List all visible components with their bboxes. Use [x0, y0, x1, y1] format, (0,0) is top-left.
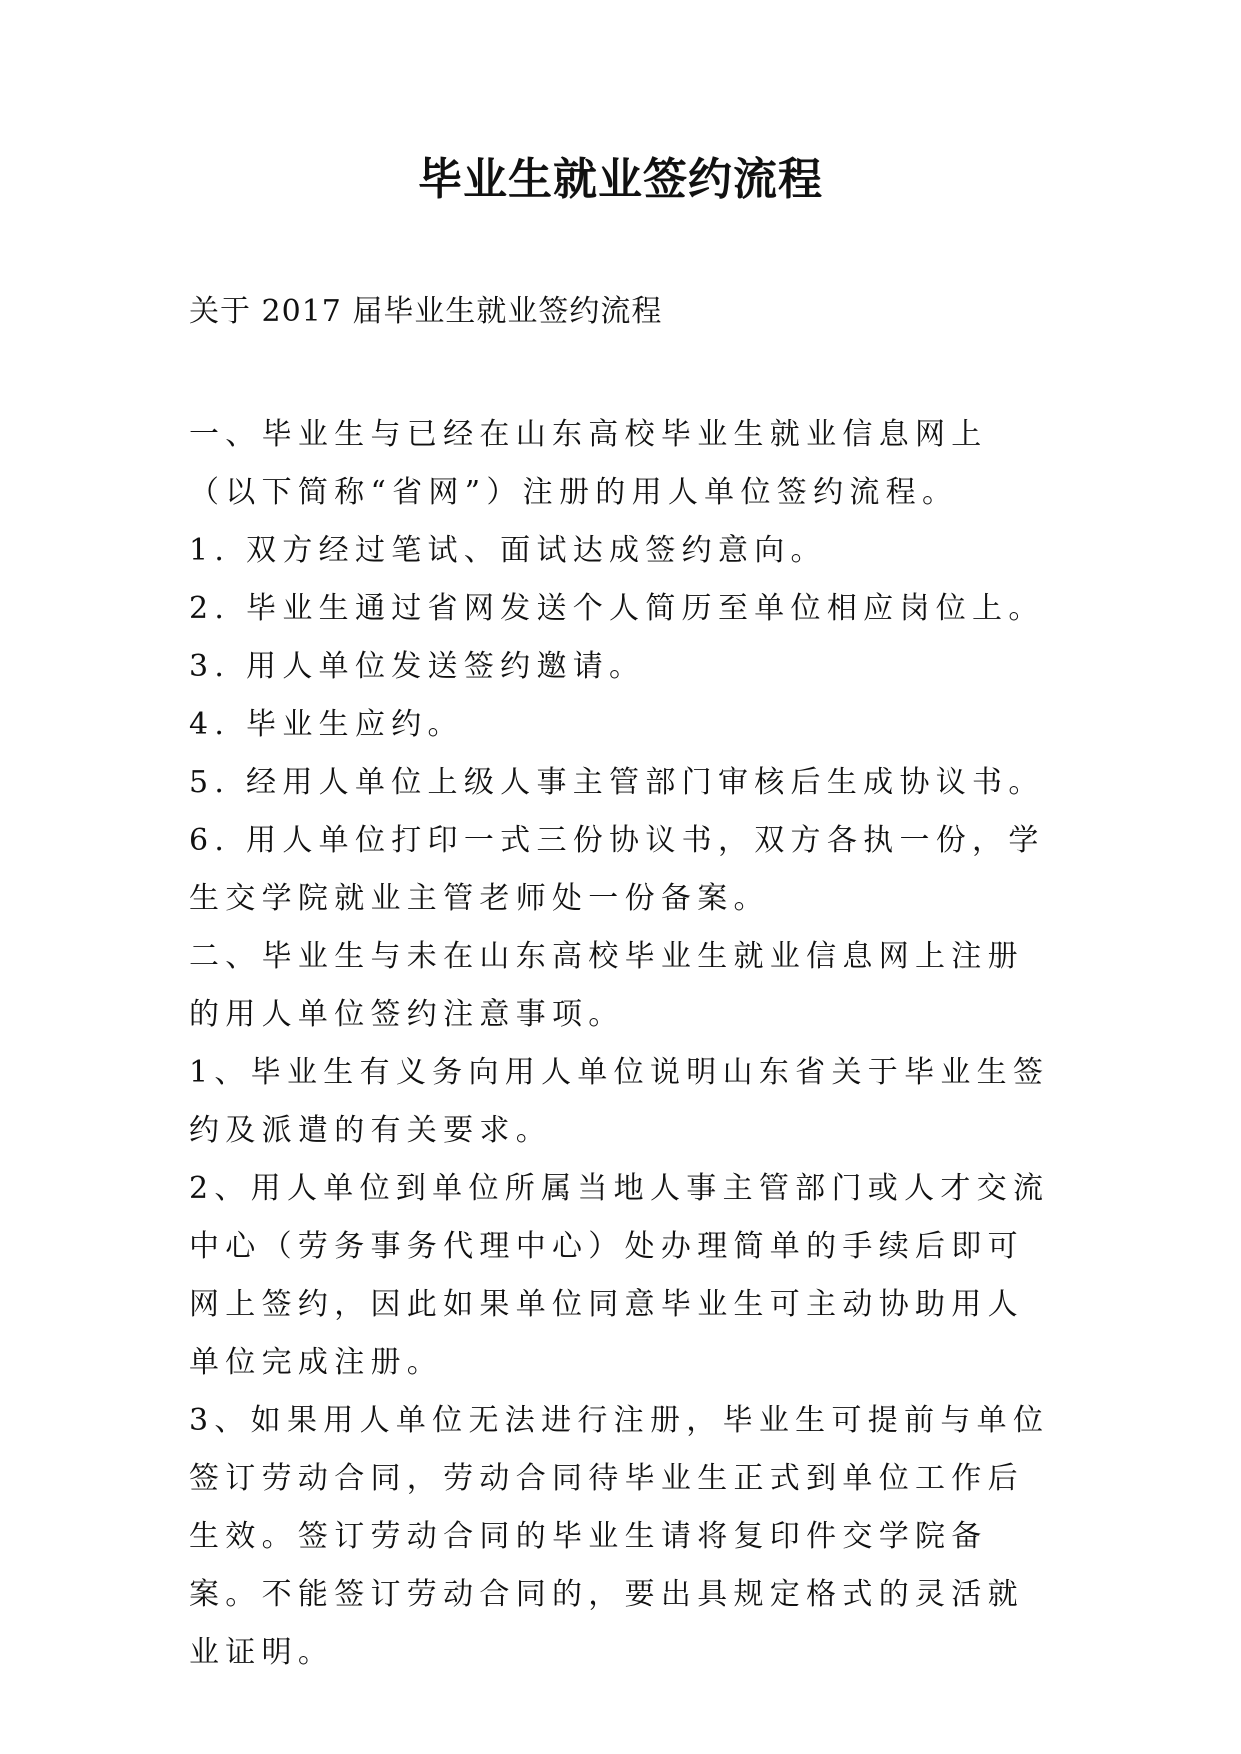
step-6: 6. 用人单位打印一式三份协议书，双方各执一份，学生交学院就业主管老师处一份备案。	[189, 823, 1045, 916]
step-3: 3. 用人单位发送签约邀请。	[189, 649, 646, 684]
step-2: 2. 毕业生通过省网发送个人简历至单位相应岗位上。	[189, 591, 1045, 626]
note-3: 3、如果用人单位无法进行注册，毕业生可提前与单位签订劳动合同，劳动合同待毕业生正式到单位工作后生效。签订劳动合同的毕业生请将复印件交学院备案。不能签订劳动合同的，要出具规定格式的灵活就业证明。	[189, 1403, 1050, 1670]
document-subtitle: 关于 2017 届毕业生就业签约流程	[189, 294, 663, 329]
step-4: 4. 毕业生应约。	[189, 707, 464, 742]
section-two-heading: 二、毕业生与未在山东高校毕业生就业信息网上注册的用人单位签约注意事项。	[189, 939, 1024, 1032]
document-body	[189, 406, 1059, 1682]
step-1: 1. 双方经过笔试、面试达成签约意向。	[189, 533, 827, 568]
document-title: 毕业生就业签约流程	[418, 154, 823, 205]
note-1: 1、毕业生有义务向用人单位说明山东省关于毕业生签约及派遣的有关要求。	[189, 1055, 1050, 1148]
step-5: 5. 经用人单位上级人事主管部门审核后生成协议书。	[189, 765, 1045, 800]
note-2: 2、用人单位到单位所属当地人事主管部门或人才交流中心（劳务事务代理中心）处办理简单的手续后即可网上签约，因此如果单位同意毕业生可主动协助用人单位完成注册。	[189, 1171, 1050, 1380]
section-one-heading: 一、毕业生与已经在山东高校毕业生就业信息网上（以下简称“省网”）注册的用人单位签约流程。	[189, 417, 988, 510]
